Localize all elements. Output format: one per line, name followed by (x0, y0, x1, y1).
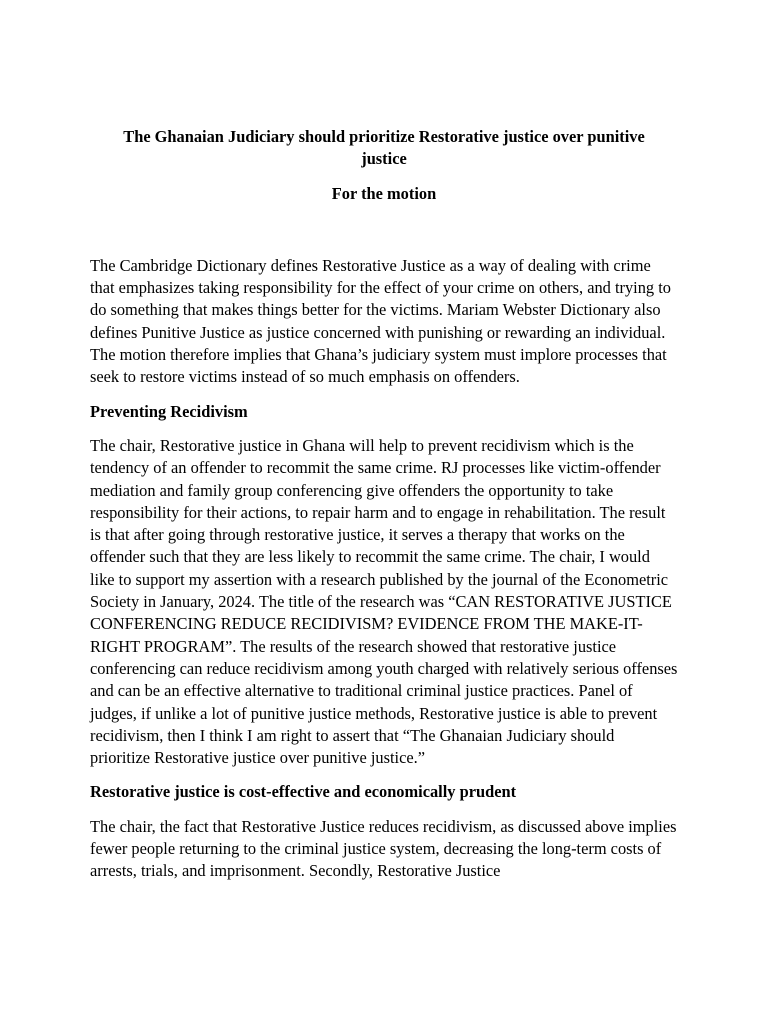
section-body-cost-effective: The chair, the fact that Restorative Justice reduces recidivism, as discussed above implies fewer people returning to the criminal justice system, decreasing the long-term costs of arrests, trials, and imprisonment. Secondly, Restorative Justice (90, 816, 677, 881)
document-title: The Ghanaian Judiciary should prioritize Restorative justice over punitive justice (123, 127, 645, 169)
intro-paragraph: The Cambridge Dictionary defines Restorative Justice as a way of dealing with crime that emphasizes taking responsibility for the effect of your crime on others, and trying to do something that makes things better for the victims. Mariam Webster Dictionary also defines Punitive Justice as justice concerned with punishing or rewarding an individual. The motion therefore implies that Ghana’s judiciary system must implore processes that seek to restore victims instead of so much emphasis on offenders. (90, 255, 671, 387)
document-subtitle: For the motion (331, 183, 437, 203)
section-heading-recidivism: Preventing Recidivism (90, 401, 248, 421)
section-heading-cost-effective: Restorative justice is cost-effective and economically prudent (90, 782, 517, 802)
document-page (90, 126, 678, 883)
section-body-recidivism: The chair, Restorative justice in Ghana will help to prevent recidivism which is the tendency of an offender to recommit the same crime. RJ processes like victim-offender mediation and family group conferencing give offenders the opportunity to take responsibility for their actions, to repair harm and to engage in rehabilitation. The result is that after going through restorative justice, it serves a therapy that works on the offender such that they are less likely to recommit the same crime. The chair, I would like to support my assertion with a research published by the journal of the Econometric Society in January, 2024. The title of the research was “CAN RESTORATIVE JUSTICE CONFERENCING REDUCE RECIDIVISM? EVIDENCE FROM THE MAKE-IT-RIGHT PROGRAM”. The results of the research showed that restorative justice conferencing can reduce recidivism among youth charged with relatively serious offenses and can be an effective alternative to traditional criminal justice practices. Panel of judges, if unlike a lot of punitive justice methods, Restorative justice is able to prevent recidivism, then I think I am right to assert that “The Ghanaian Judiciary should prioritize Restorative justice over punitive justice.” (90, 435, 678, 768)
